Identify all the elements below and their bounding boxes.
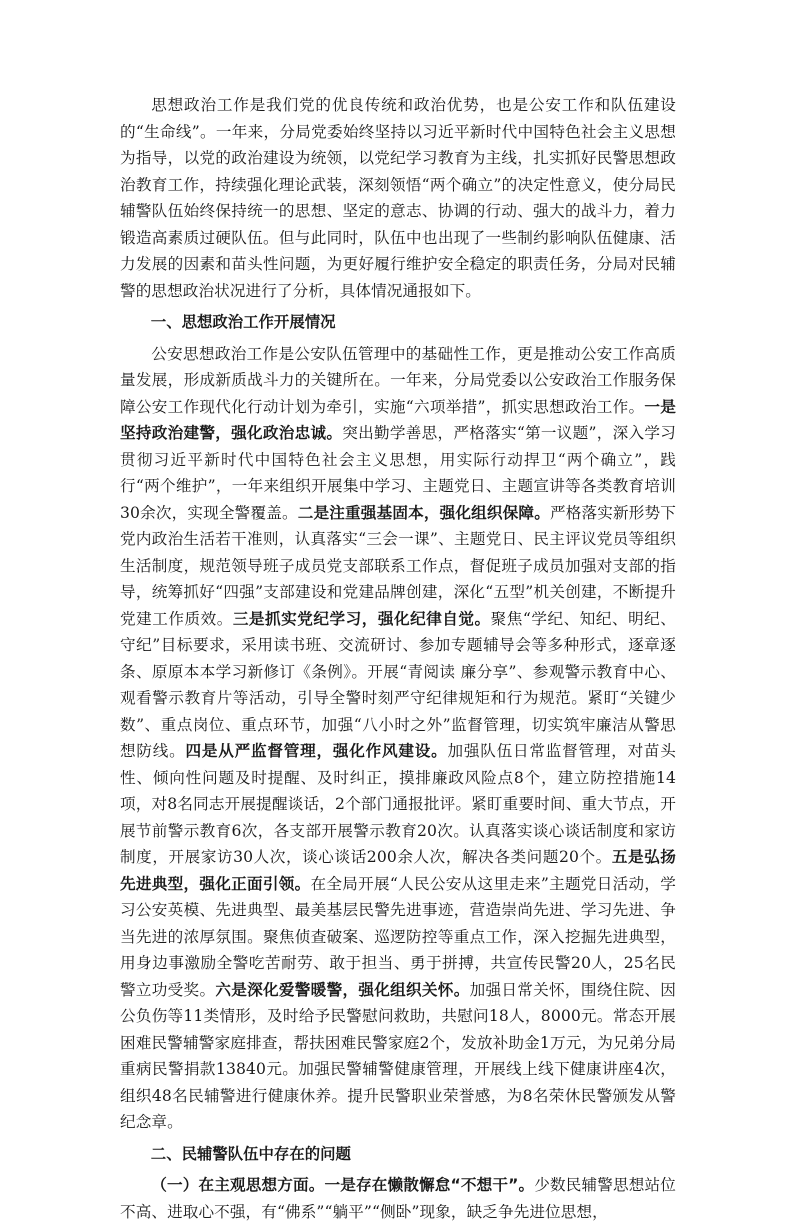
section-2-paragraph — [120, 1172, 676, 1225]
section-1-paragraph — [120, 341, 676, 1136]
measure-5-title: 五是弘扬先进典型，强化正面引领。 — [120, 848, 676, 893]
problem-1-title: 一是存在懒散懈怠“不想干”。 — [324, 1176, 535, 1194]
subsection-1-title: （一）在主观思想方面。 — [151, 1176, 325, 1194]
problem-1-text: 少数民辅警思想站位不高、进取心不强，有“佛系”“躺平”“侧卧”现象，缺乏争先进位思想， — [120, 1176, 676, 1221]
measure-3-text: 聚焦“学纪、知纪、明纪、守纪”目标要求，采用读书班、交流研讨、参加专题辅导会等多种形式，逐章逐条、原原本本学习新修订《条例》。开展“青阅读 廉分享”、参观警示教育中心、观看警示教育片等活动，引导全警时刻严守纪律规矩和行为规范。紧盯“关键少数”、重点岗位、重点环节，加强“八小时之外”监督管理，切实筑牢廉洁从警思想防线。 — [120, 609, 676, 760]
measure-4-title: 四是从严监督管理，强化作风建设。 — [185, 742, 448, 760]
measure-1-title: 一是坚持政治建警，强化政治忠诚。 — [120, 397, 676, 442]
measure-6-title: 六是深化爱警暖警，强化组织关怀。 — [215, 980, 470, 999]
measure-6-text: 加强日常关怀，围绕住院、因公负伤等11类情形，及时给予民警慰问救助，共慰问18人，8000元。常态开展困难民警辅警家庭排查，帮扶困难民警家庭2个，发放补助金1万元，为兄弟分局重病民警捐款13840元。加强民警辅警健康管理，开展线上线下健康讲座4次，组织48名民辅警进行健康休养。提升民警职业荣誉感，为8名荣休民警颁发从警纪念章。 — [120, 980, 676, 1131]
intro-paragraph: 思想政治工作是我们党的优良传统和政治优势，也是公安工作和队伍建设的“生命线”。一年来，分局党委始终坚持以习近平新时代中国特色社会主义思想为指导，以党的政治建设为统领，以党纪学习教育为主线，扎实抓好民警思想政治教育工作，持续强化理论武装，深刻领悟“两个确立”的决定性意义，使分局民辅警队伍始终保持统一的思想、坚定的意志、协调的行动、强大的战斗力，着力锻造高素质过硬队伍。但与此同时，队伍中也出现了一些制约影响队伍健康、活力发展的因素和苗头性问题，为更好履行维护安全稳定的职责任务，分局对民辅警的思想政治状况进行了分析，具体情况通报如下。 — [120, 96, 676, 300]
measure-2-title: 二是注重强基固本，强化组织保障。 — [297, 503, 550, 522]
measure-5-text: 在全局开展“人民公安从这里走来”主题党日活动，学习公安英模、先进典型、最美基层民警先进事迹，营造崇尚先进、学习先进、争当先进的浓厚氛围。聚焦侦查破案、巡逻防控等重点工作，深入挖掘先进典型，用身边事激励全警吃苦耐劳、敢于担当、勇于拼搏，共宣传民警20人，25名民警立功受奖。 — [120, 874, 676, 999]
measure-2-text: 严格落实新形势下党内政治生活若干准则，认真落实“三会一课”、主题党日、民主评议党员等组织生活制度，规范领导班子成员党支部联系工作点，督促班子成员加强对支部的指导，统筹抓好“四强”支部建设和党建品牌创建，深化“五型”机关创建，不断提升党建工作质效。 — [120, 503, 676, 628]
measure-4-text: 加强队伍日常监督管理，对苗头性、倾向性问题及时提醒、及时纠正，摸排廉政风险点8个，建立防控措施14项，对8名同志开展提醒谈话，2个部门通报批评。紧盯重要时间、重大节点，开展节前警示教育6次，各支部开展警示教育20次。认真落实谈心谈话制度和家访制度，开展家访30人次，谈心谈话200余人次，解决各类问题20个。 — [120, 742, 677, 866]
measure-1-text: 突出勤学善思，严格落实“第一议题”，深入学习贯彻习近平新时代中国特色社会主义思想，用实际行动捍卫“两个确立”，践行“两个维护”，一年来组织开展集中学习、主题党日、主题宣讲等各类教育培训30余次，实现全警覆盖。 — [120, 424, 676, 522]
document-page — [120, 92, 677, 1221]
section-1-lead: 公安思想政治工作是公安队伍管理中的基础性工作，更是推动公安工作高质量发展，形成新质战斗力的关键所在。一年来，分局党委以公安政治工作服务保障公安工作现代化行动计划为牵引，实施“六项举措”，抓实思想政治工作。 — [120, 344, 676, 416]
measure-3-title: 三是抓实党纪学习，强化纪律自觉。 — [232, 609, 491, 628]
section-2-heading: 二、民辅警队伍中存在的问题 — [150, 1144, 351, 1163]
section-1-heading: 一、思想政治工作开展情况 — [150, 313, 336, 331]
